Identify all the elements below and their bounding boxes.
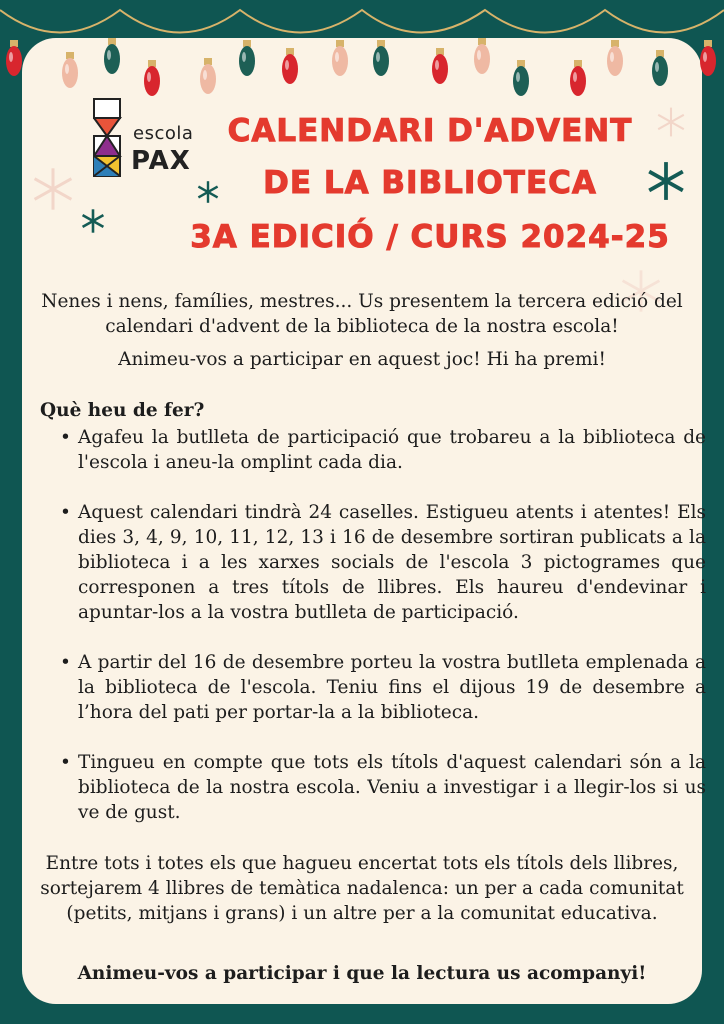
title-line-2: DE LA BIBLIOTECA [263, 165, 597, 201]
bulb-highlight [107, 50, 111, 60]
bulb-cap [611, 40, 619, 47]
bulb-cap [10, 40, 18, 47]
light-bulb-icon [474, 44, 490, 74]
intro-paragraph: Nenes i nens, famílies, mestres... Us presentem la tercera edició del calendari d'advent de la biblioteca de la nostra escola! [41, 291, 683, 337]
closing-message: Animeu-vos a participar i que la lectura us acompanyi! [77, 963, 647, 984]
light-bulbs [6, 38, 716, 96]
logo-text-escola: escola [133, 123, 194, 144]
bulb-highlight [703, 52, 707, 62]
bulb-cap [243, 40, 251, 47]
bulb-cap [478, 38, 486, 45]
bulb-cap [704, 40, 712, 47]
title-line-1: CALENDARI D'ADVENT [227, 113, 633, 149]
light-bulb-icon [144, 66, 160, 96]
instructions-heading: Què heu de fer? [40, 400, 205, 421]
light-bulb-icon [332, 46, 348, 76]
bulb-cap [656, 50, 664, 57]
instructions-list [58, 425, 706, 850]
light-bulb-icon [570, 66, 586, 96]
bulb-cap [377, 40, 385, 47]
light-bulb-icon [62, 58, 78, 88]
bulb-cap [108, 38, 116, 45]
bulb-highlight [477, 50, 481, 60]
bulb-cap [517, 60, 525, 67]
bulb-highlight [9, 52, 13, 62]
light-bulb-icon [513, 66, 529, 96]
logo-text-pax: PAX [131, 146, 191, 176]
bulb-cap [148, 60, 156, 67]
prize-paragraph: Entre tots i totes els que hagueu encertat tots els títols dels llibres, sortejarem 4 llibres de temàtica nadalenca: un per a cada comunitat (petits, mitjans i grans) i un altre per a la comunitat educativa. [40, 853, 684, 924]
light-bulb-icon [652, 56, 668, 86]
snowflake-icon [80, 208, 106, 234]
light-bulb-icon [239, 46, 255, 76]
bulb-highlight [65, 64, 69, 74]
bulb-highlight [242, 52, 246, 62]
bulb-highlight [516, 72, 520, 82]
bulb-highlight [335, 52, 339, 62]
bulb-cap [66, 52, 74, 59]
instruction-item: • A partir del 16 de desembre porteu la vostra butlleta emplenada a la biblioteca de l'escola. Teniu fins el dijous 19 de desembre a l’hora del pati per portar-la a la biblioteca. [78, 650, 706, 725]
light-bulb-icon [432, 54, 448, 84]
intro-invitation: Animeu-vos a participar en aquest joc! Hi ha premi! [118, 349, 606, 370]
bulb-cap [286, 48, 294, 55]
bulb-cap [204, 58, 212, 65]
bulb-highlight [147, 72, 151, 82]
bulb-highlight [655, 62, 659, 72]
bulb-cap [574, 60, 582, 67]
bulb-cap [336, 40, 344, 47]
bulb-cap [436, 48, 444, 55]
snowflake-icon [30, 166, 76, 212]
light-bulb-icon [104, 44, 120, 74]
instruction-item: • Aquest calendari tindrà 24 caselles. Estigueu atents i atentes! Els dies 3, 4, 9, 10, 11, 12, 13 i 16 de desembre sortiran publicats a la biblioteca i a les xarxes socials de l'escola 3 pictogrames que corresponen a tres títols de llibres. Els haureu d'endevinar i apuntar-los a la vostra butlleta de participació. [78, 500, 706, 625]
light-bulb-icon [700, 46, 716, 76]
instruction-item: • Agafeu la butlleta de participació que trobareu a la biblioteca de l'escola i aneu-la omplint cada dia. [78, 425, 706, 475]
christmas-lights-decoration [0, 0, 724, 110]
light-bulb-icon [607, 46, 623, 76]
bulb-highlight [376, 52, 380, 62]
light-bulb-icon [6, 46, 22, 76]
bulb-highlight [285, 60, 289, 70]
bulb-highlight [435, 60, 439, 70]
bulb-highlight [610, 52, 614, 62]
bulb-highlight [203, 70, 207, 80]
light-bulb-icon [200, 64, 216, 94]
bulb-highlight [573, 72, 577, 82]
light-bulb-icon [282, 54, 298, 84]
light-bulb-icon [373, 46, 389, 76]
instruction-item: • Tingueu en compte que tots els títols d'aquest calendari són a la biblioteca de la nostra escola. Veniu a investigar i a llegir-los si us ve de gust. [78, 750, 706, 825]
title-line-3: 3A EDICIÓ / CURS 2024-25 [190, 219, 670, 255]
